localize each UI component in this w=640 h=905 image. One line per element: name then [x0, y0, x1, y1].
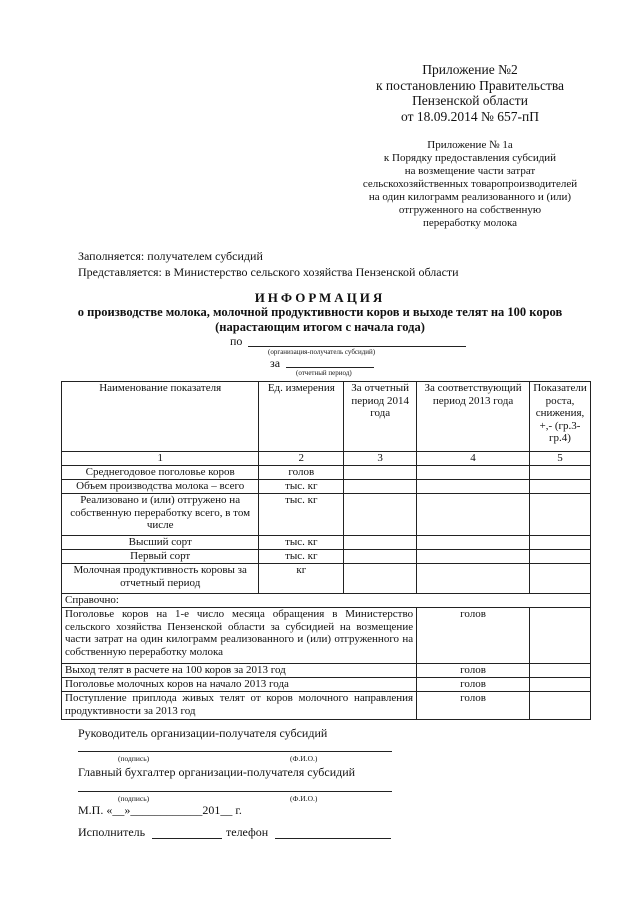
- row-unit: тыс. кг: [259, 550, 344, 564]
- row-unit: тыс. кг: [259, 494, 344, 536]
- value-cell[interactable]: [417, 536, 530, 550]
- table-row: [62, 466, 591, 480]
- table-row: [62, 550, 591, 564]
- row-unit: тыс. кг: [259, 536, 344, 550]
- reference-text: Поголовье молочных коров на начало 2013 года: [62, 678, 417, 692]
- accountant-signature-line[interactable]: [78, 791, 392, 792]
- reference-unit: голов: [417, 608, 530, 664]
- value-cell[interactable]: [529, 608, 590, 664]
- column-number: 3: [344, 452, 417, 466]
- executor-field[interactable]: [152, 838, 222, 839]
- sub-annex-number: Приложение № 1а: [427, 139, 513, 151]
- reference-unit: голов: [417, 678, 530, 692]
- head-label: Руководитель организации-получателя субсидий: [78, 726, 328, 740]
- filled-by: Заполняется: получателем субсидий: [78, 249, 263, 263]
- annex-number: Приложение №2: [422, 62, 518, 77]
- reference-text: Поступление приплода живых телят от коров молочного направления продуктивности за 2013 год: [62, 692, 417, 720]
- value-cell[interactable]: [529, 536, 590, 550]
- header-name: Наименование показателя: [62, 382, 259, 452]
- row-name: Первый сорт: [62, 550, 259, 564]
- org-caption: (организация-получатель субсидий): [268, 348, 376, 356]
- value-cell[interactable]: [417, 564, 530, 594]
- reference-item: [62, 608, 591, 664]
- sub-annex-line: на один килограмм реализованного и (или): [368, 191, 572, 203]
- row-name: Среднегодовое поголовье коров: [62, 466, 259, 480]
- column-number: 1: [62, 452, 259, 466]
- name-caption: (Ф.И.О.): [290, 794, 318, 803]
- table-row: [62, 564, 591, 594]
- row-unit: голов: [259, 466, 344, 480]
- reference-text: Поголовье коров на 1-е число месяца обращения в Министерство сельского хозяйства Пензенской области за субсидией на возмещение части затрат на один килограмм реализованного и (или) отгруженного на собственную переработку молока: [62, 608, 417, 664]
- sub-annex-line: на возмещение части затрат: [404, 165, 536, 177]
- name-caption: (Ф.И.О.): [290, 754, 318, 763]
- column-number: 2: [259, 452, 344, 466]
- row-name: Реализовано и (или) отгружено на собственную переработку всего, в том числе: [62, 494, 259, 536]
- value-cell[interactable]: [344, 550, 417, 564]
- header-current: За отчетный период 2014 года: [344, 382, 417, 452]
- row-name: Высший сорт: [62, 536, 259, 550]
- value-cell[interactable]: [529, 664, 590, 678]
- column-number: 4: [417, 452, 530, 466]
- annex-date: от 18.09.2014 № 657-пП: [401, 108, 539, 124]
- column-number-row: [62, 452, 591, 466]
- reference-unit: голов: [417, 692, 530, 720]
- period-caption: (отчетный период): [296, 369, 352, 377]
- value-cell[interactable]: [344, 564, 417, 594]
- reference-row: [62, 594, 591, 608]
- title-note: (нарастающим итогом с начала года): [215, 320, 425, 334]
- phone-label: телефон: [226, 825, 269, 839]
- header-unit: Ед. измерения: [259, 382, 344, 452]
- column-number: 5: [529, 452, 590, 466]
- document-title: [0, 290, 640, 335]
- accountant-label: Главный бухгалтер организации-получателя субсидий: [78, 765, 356, 779]
- sub-annex-header: [340, 139, 600, 230]
- period-label: за: [270, 356, 281, 370]
- phone-field[interactable]: [275, 838, 391, 839]
- value-cell[interactable]: [344, 494, 417, 536]
- signature-caption: (подпись): [118, 754, 150, 763]
- row-name: Объем производства молока – всего: [62, 480, 259, 494]
- row-name: Молочная продуктивность коровы за отчетный период: [62, 564, 259, 594]
- value-cell[interactable]: [344, 536, 417, 550]
- value-cell[interactable]: [344, 466, 417, 480]
- org-label: по: [230, 334, 243, 348]
- sub-annex-line: сельскохозяйственных товаропроизводителей: [362, 178, 578, 190]
- value-cell[interactable]: [529, 564, 590, 594]
- value-cell[interactable]: [529, 550, 590, 564]
- value-cell[interactable]: [417, 466, 530, 480]
- row-unit: тыс. кг: [259, 480, 344, 494]
- reference-text: Выход телят в расчете на 100 коров за 2013 год: [62, 664, 417, 678]
- reference-item: [62, 692, 591, 720]
- reference-item: [62, 664, 591, 678]
- annex-region: Пензенской области: [412, 93, 528, 108]
- header-change: Показатели роста, снижения, +,- (гр.3-гр.4): [529, 382, 590, 452]
- header-previous: За соответствующий период 2013 года: [417, 382, 530, 452]
- submitted-to: Представляется: в Министерство сельского хозяйства Пензенской области: [78, 265, 459, 279]
- fill-info: [78, 248, 459, 280]
- reference-item: [62, 678, 591, 692]
- value-cell[interactable]: [344, 480, 417, 494]
- sub-annex-line: переработку молока: [422, 217, 518, 229]
- value-cell[interactable]: [417, 480, 530, 494]
- value-cell[interactable]: [417, 550, 530, 564]
- org-field[interactable]: [248, 346, 466, 347]
- sub-annex-line: отгруженного на собственную: [398, 204, 542, 216]
- table-row: [62, 536, 591, 550]
- value-cell[interactable]: [529, 678, 590, 692]
- title-subject: о производстве молока, молочной продуктивности коров и выходе телят на 100 коров: [77, 305, 563, 319]
- annex-resolution: к постановлению Правительства: [375, 77, 565, 93]
- head-signature-line[interactable]: [78, 751, 392, 752]
- title-heading: ИНФОРМАЦИЯ: [254, 290, 386, 305]
- table-header-row: [62, 382, 591, 452]
- signature-caption: (подпись): [118, 794, 150, 803]
- value-cell[interactable]: [529, 480, 590, 494]
- reference-unit: голов: [417, 664, 530, 678]
- period-field[interactable]: [286, 367, 374, 368]
- value-cell[interactable]: [529, 494, 590, 536]
- row-unit: кг: [259, 564, 344, 594]
- info-table: [61, 381, 591, 720]
- stamp-date: М.П. «__»____________201__ г.: [78, 803, 242, 817]
- value-cell[interactable]: [529, 466, 590, 480]
- table-row: [62, 494, 591, 536]
- value-cell[interactable]: [417, 494, 530, 536]
- sub-annex-line: к Порядку предоставления субсидий: [383, 152, 557, 164]
- reference-label: Справочно:: [62, 594, 591, 608]
- annex-header: [355, 62, 585, 124]
- table-row: [62, 480, 591, 494]
- value-cell[interactable]: [529, 692, 590, 720]
- executor-label: Исполнитель: [78, 825, 146, 839]
